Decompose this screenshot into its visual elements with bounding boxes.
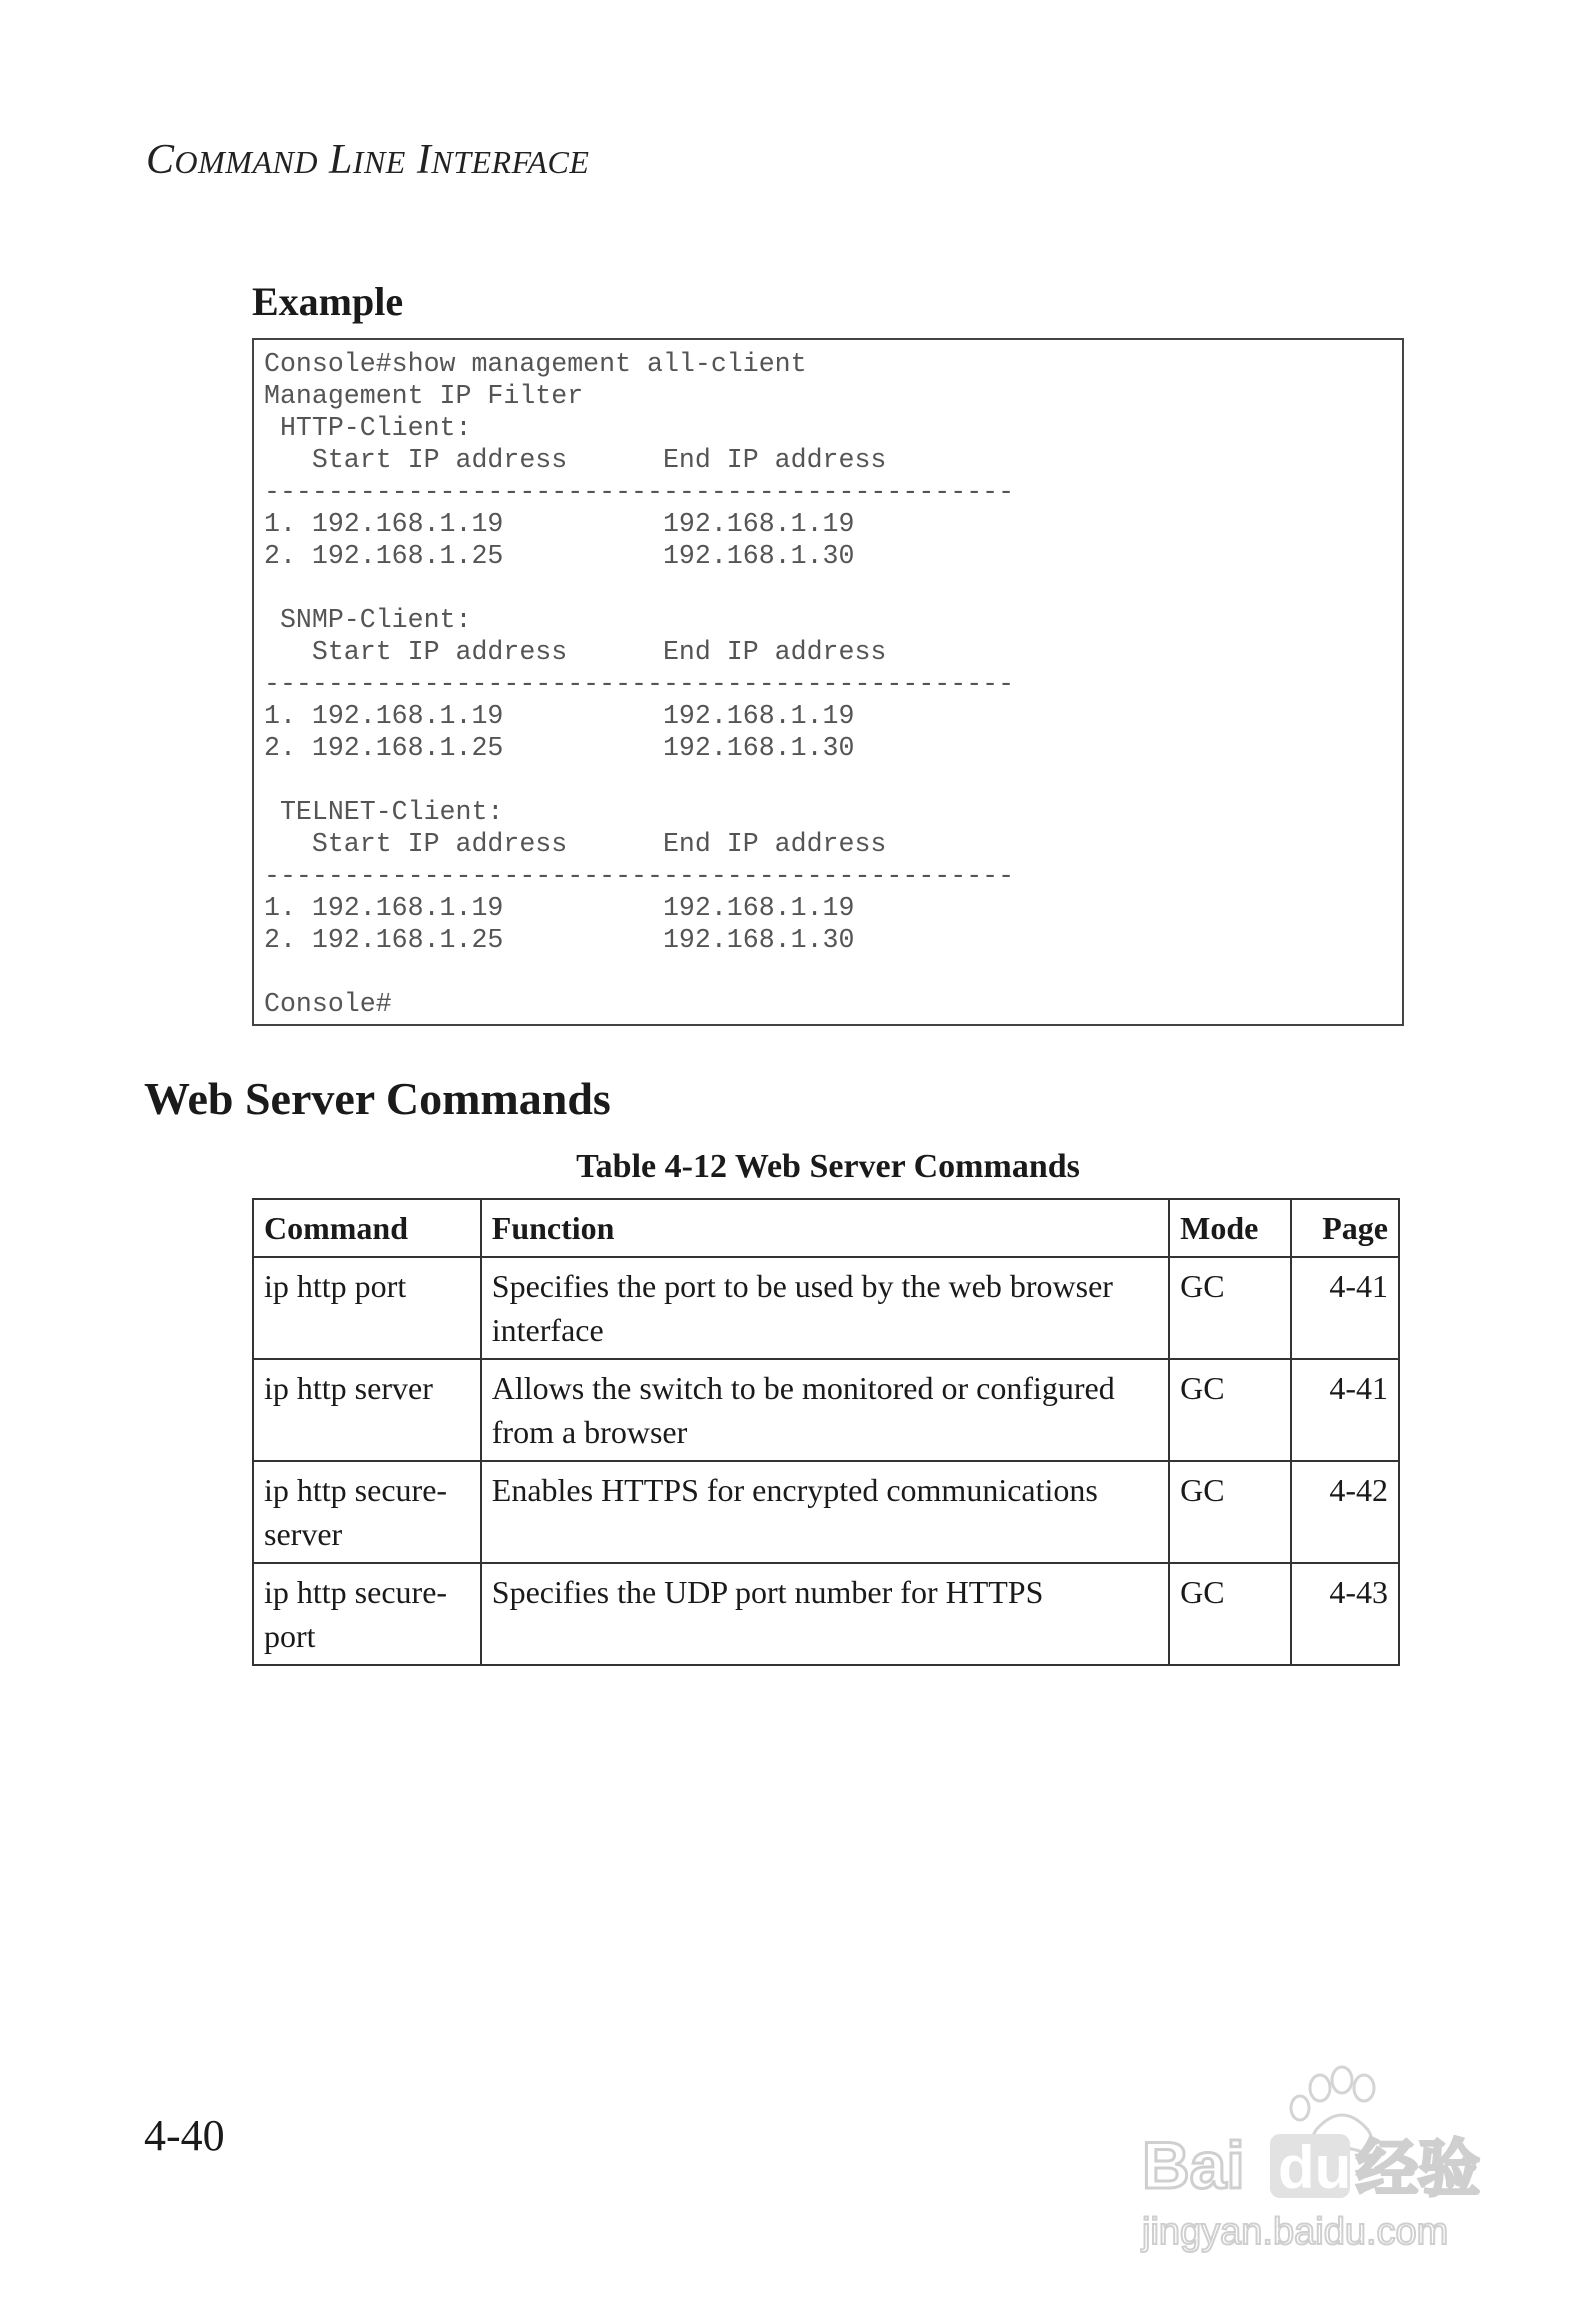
section-heading: Web Server Commands <box>144 1073 611 1124</box>
cell-mode: GC <box>1169 1461 1291 1563</box>
cell-function: Specifies the UDP port number for HTTPS <box>481 1563 1169 1665</box>
web-server-commands-table <box>252 1198 1400 1666</box>
cell-function: Enables HTTPS for encrypted communications <box>481 1461 1169 1563</box>
table-row <box>253 1359 1399 1461</box>
cell-page: 4-42 <box>1291 1461 1399 1563</box>
svg-text:Bai: Bai <box>1142 2128 1245 2202</box>
cell-mode: GC <box>1169 1563 1291 1665</box>
cell-page: 4-41 <box>1291 1257 1399 1359</box>
cell-page: 4-43 <box>1291 1563 1399 1665</box>
column-header-mode: Mode <box>1169 1199 1291 1257</box>
svg-text:jingyan.baidu.com: jingyan.baidu.com <box>1142 2211 1449 2253</box>
header-smallcaps: INE <box>352 144 406 180</box>
cell-function: Specifies the port to be used by the web browser interface <box>481 1257 1169 1359</box>
table-row <box>253 1563 1399 1665</box>
table-row <box>253 1257 1399 1359</box>
cell-command: ip http server <box>253 1359 481 1461</box>
running-header <box>146 136 589 184</box>
example-heading: Example <box>252 279 404 324</box>
cell-command: ip http secure-server <box>253 1461 481 1563</box>
page-number: 4-40 <box>144 2111 225 2160</box>
cell-function: Allows the switch to be monitored or configured from a browser <box>481 1359 1169 1461</box>
header-smallcaps: NTERFACE <box>431 144 590 180</box>
svg-text:du: du <box>1278 2134 1352 2201</box>
column-header-command: Command <box>253 1199 481 1257</box>
header-initial: L <box>328 137 353 183</box>
baidu-jingyan-watermark-logo <box>1120 2060 1500 2260</box>
column-header-function: Function <box>481 1199 1169 1257</box>
cell-page: 4-41 <box>1291 1359 1399 1461</box>
table-caption: Table 4-12 Web Server Commands <box>576 1148 1080 1185</box>
svg-text:经验: 经验 <box>1356 2132 1481 2205</box>
cell-mode: GC <box>1169 1359 1291 1461</box>
header-smallcaps: OMMAND <box>174 144 318 180</box>
header-initial: C <box>146 137 175 183</box>
cell-command: ip http secure-port <box>253 1563 481 1665</box>
code-example-block: Console#show management all-client Management IP Filter HTTP-Client: Start IP address End IP address ----------------------------------------------- 1. 192.168.1.19 192.168.1.19 2. 192.168.1.25 192.168.1.30 SNMP-Client: Start IP address End IP address ----------------------------------------------- 1. 192.168.1.19 192.168.1.19 2. 192.168.1.25 192.168.1.30 TELNET-Client: Start IP address End IP address ----------------------------------------------- 1. 192.168.1.19 192.168.1.19 2. 192.168.1.25 192.168.1.30 Console# <box>252 338 1404 1026</box>
column-header-page: Page <box>1291 1199 1399 1257</box>
table-header-row <box>253 1199 1399 1257</box>
cell-mode: GC <box>1169 1257 1291 1359</box>
table-row <box>253 1461 1399 1563</box>
cell-command: ip http port <box>253 1257 481 1359</box>
header-initial: I <box>416 137 432 183</box>
